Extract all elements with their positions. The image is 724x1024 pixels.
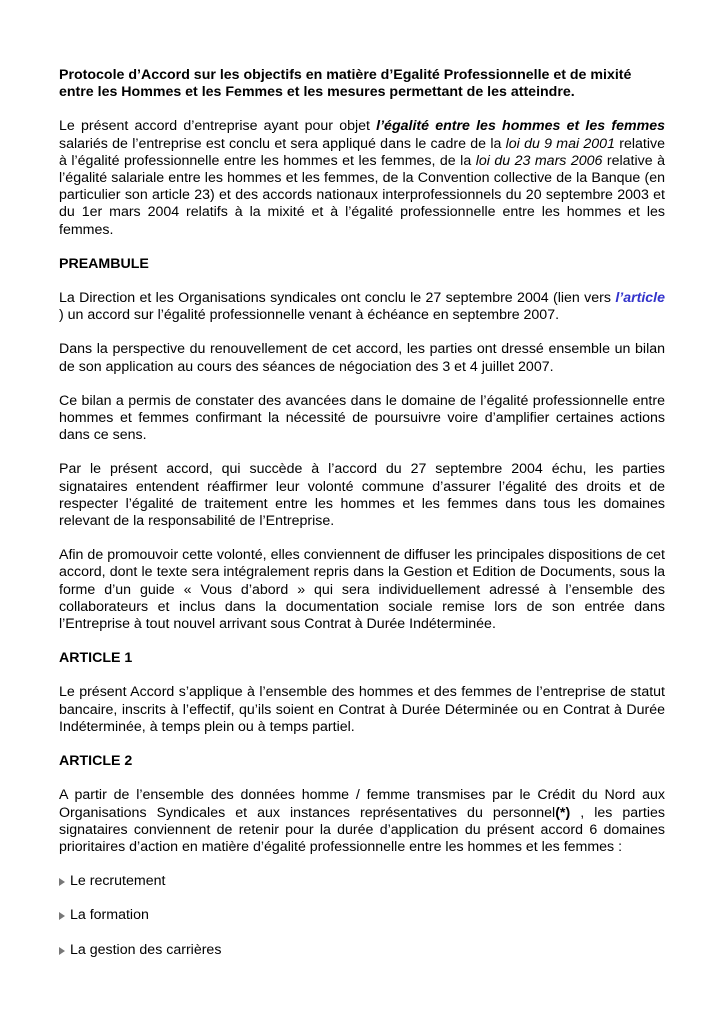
preambule-paragraph-4: Par le présent accord, qui succède à l’accord du 27 septembre 2004 échu, les parties signataires entendent réaffirmer leur volonté commune d’assurer l’égalité des droits et de respecter l’égalité de traitement entre les hommes et les femmes dans tous les domaines relevant de la responsabilité de l’Entreprise.	[59, 461, 665, 530]
preambule-heading: PREAMBULE	[59, 255, 149, 272]
article-2-heading: ARTICLE 2	[59, 753, 133, 770]
intro-text: relative à l’égalité professionnelle entre les hommes et les femmes, de la	[59, 135, 665, 169]
article-1-heading: ARTICLE 1	[59, 650, 133, 667]
paragraph-text: La Direction et les Organisations syndicales ont conclu le 27 septembre 2004 (lien vers	[59, 290, 616, 307]
document-title: Protocole d’Accord sur les objectifs en matière d’Egalité Professionnelle et de mixité entre les Hommes et les Femmes et les mesures permettant de les atteindre.	[59, 67, 632, 101]
triangle-bullet-icon	[59, 878, 65, 886]
domain-list	[59, 873, 665, 959]
intro-text: relative à l’égalité salariale entre les hommes et les femmes, de la Convention collective de la Banque (en particulier son article 23) et des accords nationaux interprofessionnels du 20 septembre 2003 et du 1er mars 2004 relatifs à la mixité et à l’égalité professionnelle entre les hommes et les femmes.	[59, 152, 665, 238]
preambule-paragraph-3: Ce bilan a permis de constater des avancées dans le domaine de l’égalité professionnelle entre hommes et femmes confirmant la nécessité de poursuivre voire d’amplifier certaines actions dans ce sens.	[59, 392, 665, 444]
law-reference-2001: loi du 9 mai 2001	[505, 135, 615, 152]
triangle-bullet-icon	[59, 912, 65, 920]
list-item	[59, 907, 665, 924]
list-item-label: La formation	[70, 907, 149, 924]
list-item	[59, 942, 665, 959]
intro-emphasis: l’égalité entre les hommes et les femmes	[376, 118, 665, 135]
intro-text: Le présent accord d’entreprise ayant pour objet	[59, 118, 377, 135]
intro-paragraph	[59, 118, 665, 238]
paragraph-text: A partir de l’ensemble des données homme / femme transmises par le Crédit du Nord aux Organisations Syndicales et aux instances représentatives du personnel	[59, 787, 665, 821]
list-item-label: Le recrutement	[70, 873, 166, 890]
article-link[interactable]: l’article	[615, 290, 665, 307]
list-item-label: La gestion des carrières	[70, 941, 222, 958]
triangle-bullet-icon	[59, 947, 65, 955]
list-item	[59, 873, 665, 890]
preambule-paragraph-1	[59, 290, 665, 324]
law-reference-2006: loi du 23 mars 2006	[475, 152, 603, 169]
intro-text: salariés de l’entreprise est conclu et sera appliqué dans le cadre de la	[59, 135, 506, 152]
preambule-paragraph-5: Afin de promouvoir cette volonté, elles conviennent de diffuser les principales dispositions de cet accord, dont le texte sera intégralement repris dans la Gestion et Edition de Documents, sous la forme d’un guide « Vous d’abord » qui sera individuellement adressé à l’ensemble des collaborateurs et inclus dans la documentation sociale remise lors de son entrée dans l’Entreprise à tout nouvel arrivant sous Contrat à Durée Indéterminée.	[59, 547, 665, 633]
paragraph-text: , les parties signataires conviennent de retenir pour la durée d’application du présent accord 6 domaines prioritaires d’action en matière d’égalité professionnelle entre les hommes et les femmes :	[59, 804, 665, 855]
article-1-paragraph: Le présent Accord s’applique à l’ensemble des hommes et des femmes de l’entreprise de statut bancaire, inscrits à l’effectif, qu’ils soient en Contrat à Durée Déterminée ou en Contrat à Durée Indéterminée, à temps plein ou à temps partiel.	[59, 684, 665, 735]
paragraph-text: ) un accord sur l’égalité professionnelle venant à échéance en septembre 2007.	[59, 307, 560, 324]
footnote-marker: (*)	[555, 804, 571, 821]
article-2-paragraph	[59, 787, 665, 856]
preambule-paragraph-2: Dans la perspective du renouvellement de cet accord, les parties ont dressé ensemble un bilan de son application au cours des séances de négociation des 3 et 4 juillet 2007.	[59, 341, 665, 375]
